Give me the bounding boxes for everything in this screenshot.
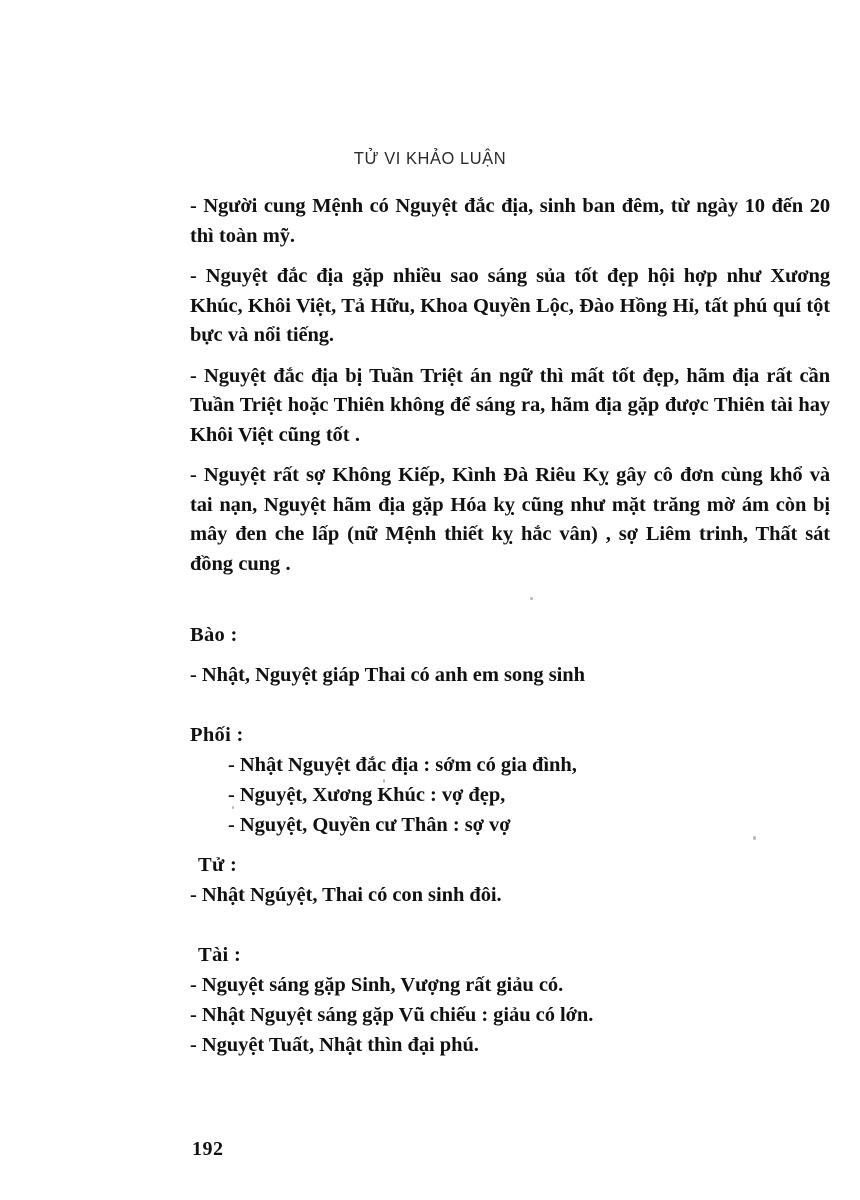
section-gap [190, 690, 830, 720]
paragraph-4: - Nguyệt rất sợ Không Kiếp, Kình Đà Riêu Kỵ gây cô đơn cùng khổ và tai nạn, Nguyệt hãm địa gặp Hóa kỵ cũng như mặt trăng mờ ám còn bị mây đen che lấp (nữ Mệnh thiết kỵ hắc vân) , sợ Liêm trinh, Thất sát đồng cung . [190, 464, 830, 575]
section-gap [190, 910, 830, 940]
list-item: - Nguyệt Tuất, Nhật thìn đại phú. [190, 1034, 479, 1056]
body-column [190, 192, 830, 1060]
paragraph-3: - Nguyệt đắc địa bị Tuần Triệt án ngữ thì mất tốt đẹp, hãm địa rất cần Tuần Triệt hoặc Thiên không để sáng ra, hãm địa gặp được Thiên tài hay Khôi Việt cũng tốt . [190, 364, 830, 446]
list-item: - Nguyệt, Quyền cư Thân : sợ vợ [228, 814, 511, 836]
section-gap [190, 590, 830, 620]
section-heading-bao: Bào : [190, 624, 238, 646]
paragraph-2: - Nguyệt đắc địa gặp nhiều sao sáng sủa tốt đẹp hội hợp như Xương Khúc, Khôi Việt, Tả Hữu, Khoa Quyền Lộc, Đào Hồng Hỉ, tất phú quí tột bực và nổi tiếng. [190, 265, 830, 346]
section-heading-tu: Tử : [198, 854, 238, 876]
scan-speck [383, 779, 385, 783]
scan-speck [232, 806, 234, 809]
scan-speck [753, 836, 756, 840]
scan-speck [530, 597, 533, 600]
heading-gap [190, 650, 830, 660]
list-item: - Nhật, Nguyệt giáp Thai có anh em song sinh [190, 664, 585, 686]
running-head: TỬ VI KHẢO LUẬN [353, 148, 507, 168]
section-heading-phoi: Phối : [190, 724, 244, 746]
paragraph-1: - Người cung Mệnh có Nguyệt đắc địa, sinh ban đêm, từ ngày 10 đến 20 thì toàn mỹ. [190, 195, 830, 247]
list-item: - Nguyệt, Xương Khúc : vợ đẹp, [228, 784, 506, 806]
page-number: 192 [192, 1138, 224, 1160]
list-item: - Nhật Nguyệt đắc địa : sớm có gia đình, [228, 754, 577, 776]
list-item: - Nhật Ngúyệt, Thai có con sinh đôi. [190, 884, 502, 906]
section-heading-tai: Tài : [198, 944, 242, 966]
section-gap [190, 840, 830, 850]
list-item: - Nguyệt sáng gặp Sinh, Vượng rất giảu có. [190, 974, 564, 996]
list-item: - Nhật Nguyệt sáng gặp Vũ chiếu : giảu có lớn. [190, 1004, 594, 1026]
